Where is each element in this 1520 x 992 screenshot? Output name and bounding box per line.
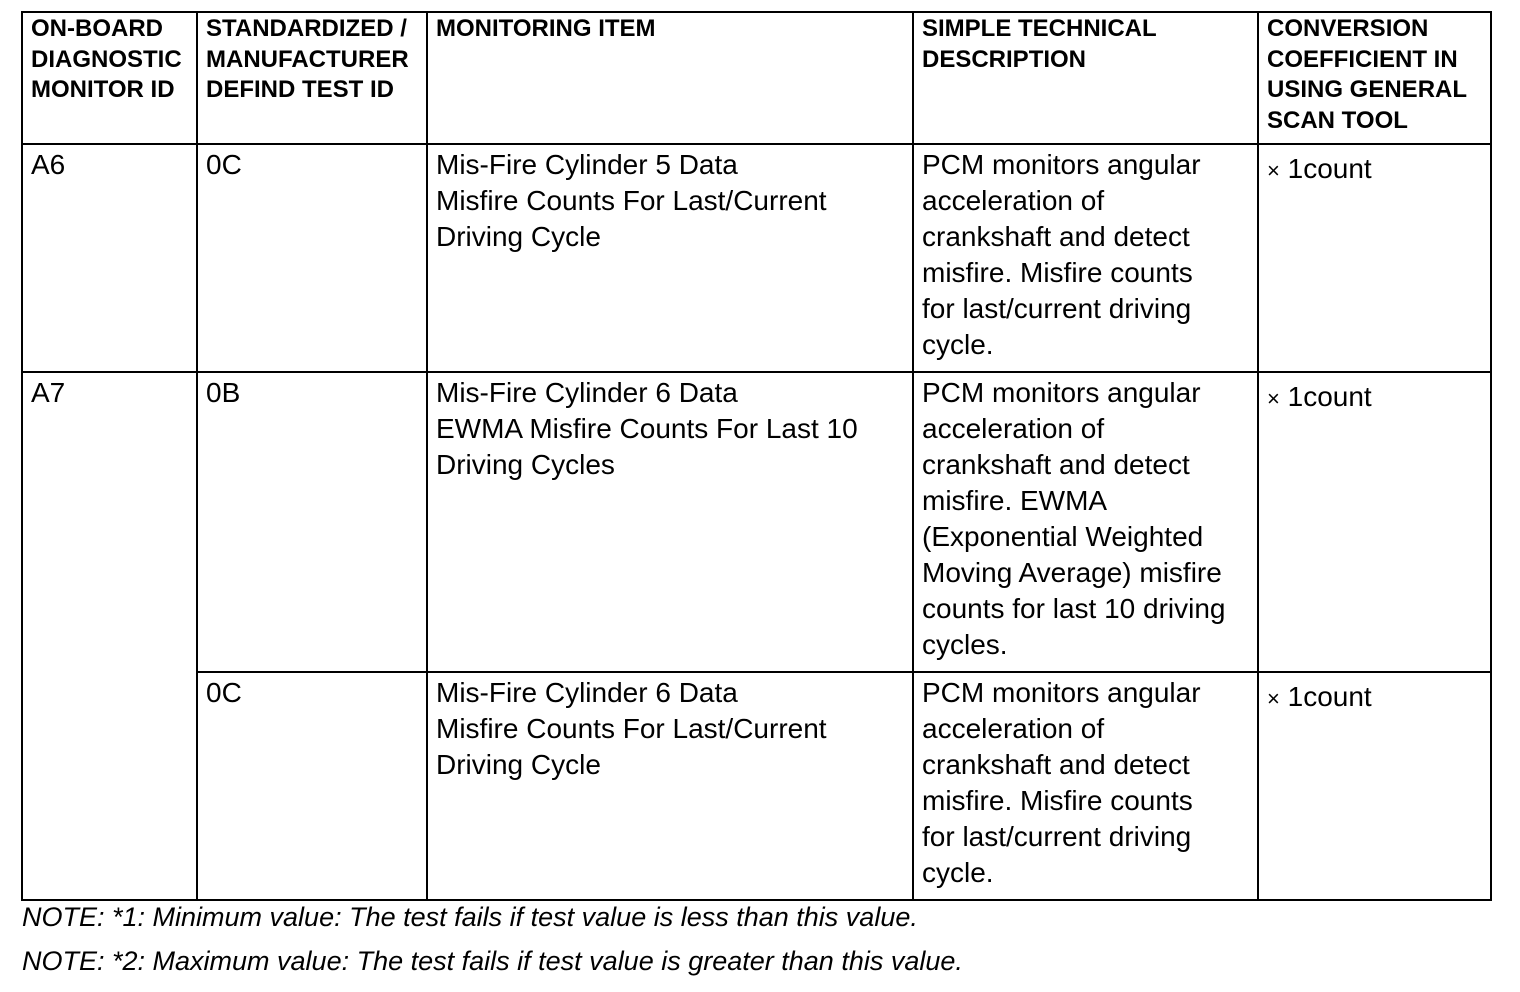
monitoring-item-cell: Mis-Fire Cylinder 6 Data EWMA Misfire Counts For Last 10 Driving Cycles [427, 372, 913, 672]
header-test-id: STANDARDIZED / MANUFACTURER DEFIND TEST ID [197, 12, 427, 144]
test-id-cell: 0B [197, 372, 427, 672]
multiply-symbol: × [1267, 686, 1280, 711]
coefficient-cell [1258, 372, 1491, 672]
table-row [22, 144, 1491, 372]
coefficient-value: 1count [1287, 153, 1372, 184]
monitor-id-cell: A6 [22, 144, 197, 372]
test-id-cell: 0C [197, 672, 427, 900]
note-minimum-value: NOTE: *1: Minimum value: The test fails if test value is less than this value. [22, 902, 918, 932]
coefficient-value: 1count [1287, 381, 1372, 412]
header-row [22, 12, 1491, 144]
description-cell: PCM monitors angular acceleration of crankshaft and detect misfire. Misfire counts for last/current driving cycle. [913, 144, 1258, 372]
multiply-symbol: × [1267, 158, 1280, 183]
description-cell: PCM monitors angular acceleration of crankshaft and detect misfire. EWMA (Exponential Weighted Moving Average) misfire counts for last 10 driving cycles. [913, 372, 1258, 672]
table-row [22, 372, 1491, 672]
monitoring-item-cell: Mis-Fire Cylinder 5 Data Misfire Counts For Last/Current Driving Cycle [427, 144, 913, 372]
header-description: SIMPLE TECHNICAL DESCRIPTION [913, 12, 1258, 144]
monitor-id-cell: A7 [22, 372, 197, 900]
header-monitor-id: ON-BOARD DIAGNOSTIC MONITOR ID [22, 12, 197, 144]
header-conversion-coefficient: CONVERSION COEFFICIENT IN USING GENERAL SCAN TOOL [1258, 12, 1491, 144]
coefficient-cell [1258, 672, 1491, 900]
coefficient-value: 1count [1287, 681, 1372, 712]
coefficient-cell [1258, 144, 1491, 372]
multiply-symbol: × [1267, 386, 1280, 411]
test-id-cell: 0C [197, 144, 427, 372]
description-cell: PCM monitors angular acceleration of crankshaft and detect misfire. Misfire counts for last/current driving cycle. [913, 672, 1258, 900]
monitor-table [21, 11, 1492, 901]
monitoring-item-cell: Mis-Fire Cylinder 6 Data Misfire Counts For Last/Current Driving Cycle [427, 672, 913, 900]
header-monitoring-item: MONITORING ITEM [427, 12, 913, 144]
table-row [22, 672, 1491, 900]
note-maximum-value: NOTE: *2: Maximum value: The test fails if test value is greater than this value. [22, 946, 963, 976]
